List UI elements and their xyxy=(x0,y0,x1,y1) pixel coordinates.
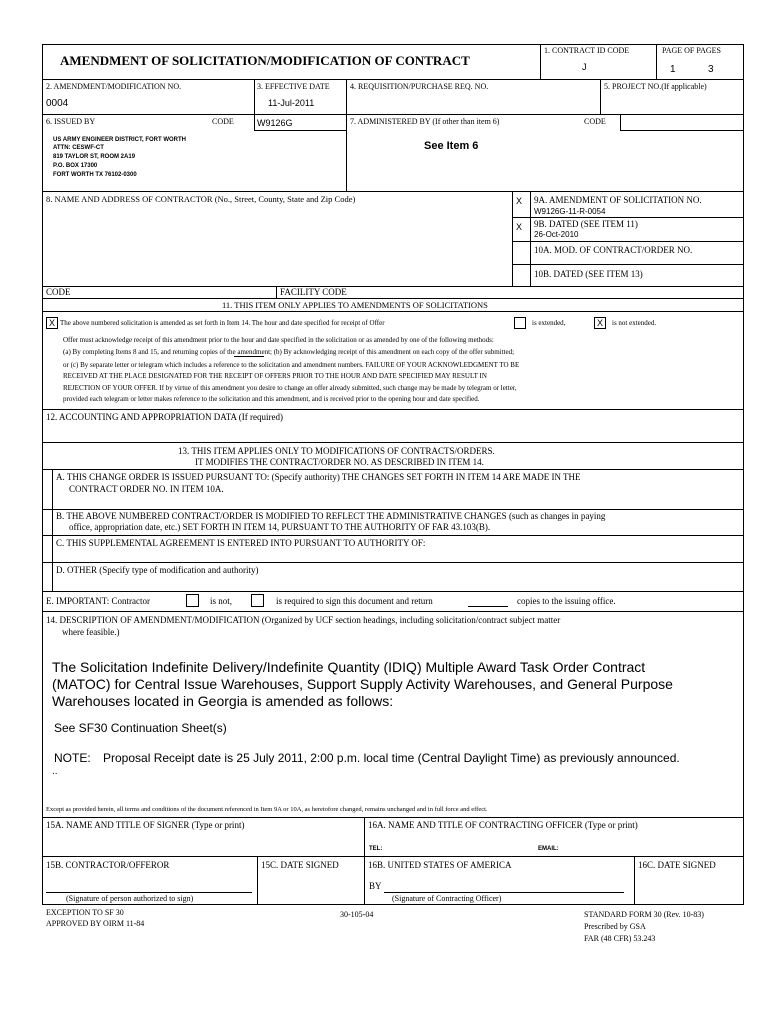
amendment-no-value: 0004 xyxy=(46,98,69,109)
item16b-label: 16B. UNITED STATES OF AMERICA xyxy=(368,860,512,870)
item14-see-continuation: See SF30 Continuation Sheet(s) xyxy=(54,721,227,735)
item16b-by: BY xyxy=(369,881,382,891)
item13-b-line2: office, appropriation date, etc.) SET FORTH IN ITEM 14, PURSUANT TO THE AUTHORITY OF FAR 43.103(B). xyxy=(69,522,491,532)
administered-by-label: 7. ADMINISTERED BY (If other than item 6) xyxy=(350,117,500,126)
item11-heading: 11. THIS ITEM ONLY APPLIES TO AMENDMENTS OF SOLICITATIONS xyxy=(222,300,488,310)
item-e-required-checkbox[interactable] xyxy=(251,594,264,607)
item9a-mark: X xyxy=(516,196,523,206)
item10b-label: 10B. DATED (SEE ITEM 13) xyxy=(534,269,643,279)
issued-by-address-line: P.O. BOX 17300 xyxy=(53,163,98,169)
item13-b-line1: B. THE ABOVE NUMBERED CONTRACT/ORDER IS MODIFIED TO REFLECT THE ADMINISTRATIVE CHANGES (such as changes in paying xyxy=(56,511,606,521)
issued-by-address-line: FORT WORTH TX 76102-0300 xyxy=(53,172,137,178)
administered-by-value: See Item 6 xyxy=(424,140,479,152)
item11-para-line: REJECTION OF YOUR OFFER. If by virtue of this amendment you desire to change an offer already submitted, such change may be made by telegram or letter, xyxy=(63,384,517,392)
item9a-label: 9A. AMENDMENT OF SOLICITATION NO. xyxy=(534,195,702,205)
footer-exception: EXCEPTION TO SF 30 xyxy=(46,908,124,917)
item10a-label: 10A. MOD. OF CONTRACT/ORDER NO. xyxy=(534,245,693,255)
item16a-email: EMAIL: xyxy=(538,846,559,852)
item9b-label: 9B. DATED (SEE ITEM 11) xyxy=(534,219,638,229)
item11-amended-checkbox[interactable]: X xyxy=(46,317,58,329)
contractor-label: 8. NAME AND ADDRESS OF CONTRACTOR (No., Street, County, State and Zip Code) xyxy=(46,194,356,204)
page-total: 3 xyxy=(708,64,714,75)
page-current: 1 xyxy=(670,64,676,75)
item14-dots: .. xyxy=(52,766,58,777)
item11-para-line: Offer must acknowledge receipt of this amendment prior to the hour and date specified in the solicitation or as amended by one of the following methods: xyxy=(63,336,494,344)
item14-label-line1: 14. DESCRIPTION OF AMENDMENT/MODIFICATION (Organized by UCF section headings, including solicitation/contract subject matter xyxy=(46,615,561,625)
item16a-label: 16A. NAME AND TITLE OF CONTRACTING OFFICER (Type or print) xyxy=(368,820,638,830)
item13-a-line1: A. THIS CHANGE ORDER IS ISSUED PURSUANT TO: (Specify authority) THE CHANGES SET FORTH IN ITEM 14 ARE MADE IN THE xyxy=(56,472,581,482)
item13-a-line2: CONTRACT ORDER NO. IN ITEM 10A. xyxy=(69,484,224,494)
item13-heading2: IT MODIFIES THE CONTRACT/ORDER NO. AS DESCRIBED IN ITEM 14. xyxy=(195,457,484,467)
footer-prescribed: Prescribed by GSA xyxy=(584,922,646,931)
item13-c: C. THIS SUPPLEMENTAL AGREEMENT IS ENTERED INTO PURSUANT TO AUTHORITY OF: xyxy=(56,538,426,548)
item-e-label: E. IMPORTANT: Contractor xyxy=(46,596,151,606)
item13-d: D. OTHER (Specify type of modification and authority) xyxy=(56,565,259,575)
issued-by-address-line: ATTN: CESWF-CT xyxy=(53,145,104,151)
effective-date-label: 3. EFFECTIVE DATE xyxy=(257,82,330,91)
item16c-label: 16C. DATE SIGNED xyxy=(638,860,716,870)
item11-para-line: (a) By completing Items 8 and 15, and returning copies of the amendment; (b) By acknowledging receipt of this amendment on each copy of the offer submitted; xyxy=(63,348,515,356)
item14-label-line2: where feasible.) xyxy=(62,627,120,637)
item-e-is-not: is not, xyxy=(210,596,233,606)
item11-not-extended-checkbox[interactable]: X xyxy=(594,317,606,329)
page-label: PAGE OF PAGES xyxy=(662,46,721,55)
item11-para-line: RECEIVED AT THE PLACE DESIGNATED FOR THE RECEIPT OF OFFERS PRIOR TO THE HOUR AND DATE SPECIFIED MAY RESULT IN xyxy=(63,372,487,380)
footer-approved: APPROVED BY OIRM 11-84 xyxy=(46,919,145,928)
item15b-label: 15B. CONTRACTOR/OFFEROR xyxy=(46,860,170,870)
issued-by-code-label: CODE xyxy=(212,117,234,126)
item-e-required: is required to sign this document and return xyxy=(276,596,433,606)
amendment-no-label: 2. AMENDMENT/MODIFICATION NO. xyxy=(46,82,182,91)
form-title: AMENDMENT OF SOLICITATION/MODIFICATION OF CONTRACT xyxy=(60,53,470,68)
requisition-label: 4. REQUISITION/PURCHASE REQ. NO. xyxy=(350,82,489,91)
item11-para-line: or (c) By separate letter or telegram which includes a reference to the solicitation and amendment numbers. FAILURE OF YOUR ACKNOWLEDGMENT TO BE xyxy=(63,361,520,369)
item14-note-label: NOTE: xyxy=(54,751,91,765)
project-no-label: 5. PROJECT NO.(If applicable) xyxy=(604,82,707,91)
item11-not-extended-label: is not extended. xyxy=(612,319,657,327)
item9b-value: 26-Oct-2010 xyxy=(534,230,579,239)
item16b-signature-caption: (Signature of Contracting Officer) xyxy=(392,894,502,903)
contract-id-label: 1. CONTRACT ID CODE xyxy=(544,46,630,55)
except-statement: Except as provided herein, all terms and conditions of the document referenced in Item 9A or 10A, as heretofore changed, remains unchanged and in full force and effect. xyxy=(46,806,488,813)
item12-label: 12. ACCOUNTING AND APPROPRIATION DATA (If required) xyxy=(46,412,284,422)
item14-body-line: Warehouses located in Georgia is amended as follows: xyxy=(52,693,394,709)
contractor-code-label: CODE xyxy=(46,287,71,297)
effective-date-value: 11-Jul-2011 xyxy=(268,98,315,108)
administered-by-code-label: CODE xyxy=(584,117,606,126)
contract-id-value: J xyxy=(582,62,587,72)
item11-para-line: provided each telegram or letter makes reference to the solicitation and this amendment, and is received prior to the opening hour and date specified. xyxy=(63,395,480,403)
issued-by-address-line: 819 TAYLOR ST, ROOM 2A19 xyxy=(53,154,136,160)
item11-line1: The above numbered solicitation is amended as set forth in Item 14. The hour and date specified for receipt of Offer xyxy=(60,319,385,327)
item14-body-line: The Solicitation Indefinite Delivery/Indefinite Quantity (IDIQ) Multiple Award Task Order Contract xyxy=(52,659,646,675)
footer-standard-form: STANDARD FORM 30 (Rev. 10-83) xyxy=(584,910,704,919)
item14-note: Proposal Receipt date is 25 July 2011, 2:00 p.m. local time (Central Daylight Time) as previously announced. xyxy=(103,751,680,765)
issued-by-code: W9126G xyxy=(257,118,293,128)
footer-far: FAR (48 CFR) 53.243 xyxy=(584,934,656,943)
item11-extended-checkbox[interactable] xyxy=(514,317,526,329)
item9b-mark: X xyxy=(516,222,523,232)
item-e-copies: copies to the issuing office. xyxy=(517,596,616,606)
item15c-label: 15C. DATE SIGNED xyxy=(261,860,339,870)
issued-by-label: 6. ISSUED BY xyxy=(46,117,96,126)
item16a-tel: TEL: xyxy=(369,846,383,852)
item13-heading1: 13. THIS ITEM APPLIES ONLY TO MODIFICATIONS OF CONTRACTS/ORDERS. xyxy=(178,446,495,456)
item14-body-line: (MATOC) for Central Issue Warehouses, Support Supply Activity Warehouses, and General Purpose xyxy=(52,676,673,692)
facility-code-label: FACILITY CODE xyxy=(280,287,347,297)
item9a-value: W9126G-11-R-0054 xyxy=(534,207,606,216)
item15a-label: 15A. NAME AND TITLE OF SIGNER (Type or print) xyxy=(46,820,245,830)
item11-extended-label: is extended, xyxy=(532,319,566,327)
item-e-is-not-checkbox[interactable] xyxy=(186,594,199,607)
issued-by-address-line: US ARMY ENGINEER DISTRICT, FORT WORTH xyxy=(53,137,187,143)
footer-form-number: 30-105-04 xyxy=(340,910,374,919)
item15b-signature-caption: (Signature of person authorized to sign) xyxy=(66,894,194,903)
